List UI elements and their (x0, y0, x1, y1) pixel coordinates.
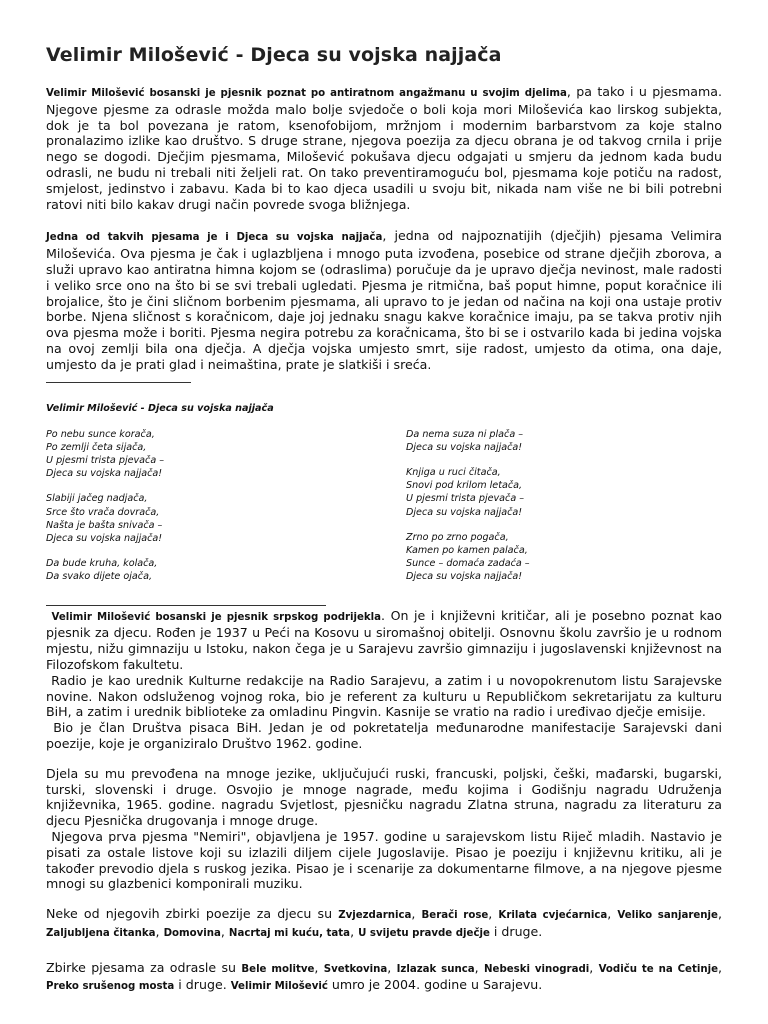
poem-line: Da bude kruha, kolača, (46, 558, 158, 570)
poem-line: Djeca su vojska najjača! (406, 441, 523, 453)
poem-description-text: , jedna od najpoznatijih (dječjih) pjesama Velimira Miloševića. Ova pjesma je čak i uglazbljena i mnogo puta izvođena, posebice od strane dječjih zborova, a služi upravo kao antiratna himna kojom se (odraslima) poručuje da je upravo dječja nevinost, male radosti i veliko srce ono na što bi se svi trebali ugledati. Pjesma je ritmična, baš poput himne, poput koračnice ili brojalice, što je čini sličnom borbenim pjesmama, ali upravo to je jedan od načina na koji ona ustaje protiv borbe. Njena sličnost s koračnicom, daje joj jednaku snagu kakve koračnice imaju, pa se takva protiv njih ova pjesma može i boriti. Pjesma negira potrebu za koračnicama, što bi se i ostvarilo kada bi jedina vojska na ovoj zemlji bila ona dječja. A dječja vojska umjesto smrt, sije radost, umjesto da otima, ona daje, umjesto da je prati glad i neimaština, prate je slatkiši i sreća. (46, 228, 722, 372)
poem-stanza (406, 466, 706, 519)
separator-line (46, 375, 191, 383)
poem-right-column (406, 428, 706, 596)
book-link[interactable]: Veliko sanjarenje (617, 910, 718, 922)
poem-line: Djeca su vojska najjača! (406, 571, 523, 583)
poem-stanza (46, 428, 346, 481)
children-books-paragraph: Neke od njegovih zbirki poezije za djecu su Zvjezdarnica, Berači rose, Krilata cvjećarnica, Veliko sanjarenje, Zaljubljena čitanka, Domovina, Nacrtaj mi kuću, tata, U svijetu pravde dječje i druge. (46, 906, 722, 939)
poem-line: Snovi pod krilom letača, (406, 480, 523, 492)
poem-left-column (46, 428, 346, 596)
bio-lead: Velimir Milošević bosanski je pjesnik srpskog podrijekla (51, 611, 382, 623)
first-poem-paragraph: Njegova prva pjesma "Nemiri", objavljena je 1957. godine u sarajevskom listu Riječ mladih. Nastavio je pisati za ostale listove koji su izlazili diljem cijele Jugoslavije. Pisao je poeziju i književnu kritiku, ali je također prevodio djela s ruskog jezika. Pisao je i scenarije za dokumentarne filmove, a na njegove pjesme mnogi su glazbenici komponirali muziku. (46, 828, 722, 892)
poem-description-lead: Jedna od takvih pjesama je i Djeca su vojska najjača (46, 232, 383, 244)
poem-line: Našta je bašta snivača – (46, 519, 163, 531)
book-link[interactable]: Nacrtaj mi kuću, tata (228, 927, 351, 939)
bio-paragraph (46, 608, 722, 673)
translations-paragraph: Djela su mu prevođena na mnoge jezike, uključujući ruski, francuski, poljski, češki, mađarski, bugarski, turski, slovenski i druge. Osvojio je mnoge nagrade, među kojima i Godišnju nagradu Udruženja književnika, 1965. godine. nagradu Svjetlost, pjesničku nagradu Zlatna struna, nagradu za literaturu za djecu Pjesnička drugovanja i mnoge druge. (46, 765, 722, 829)
book-link[interactable]: Nebeski vinogradi (484, 963, 590, 975)
poem-stanza (46, 557, 346, 583)
author-link[interactable]: Velimir Milošević (230, 981, 328, 993)
page-title: Velimir Milošević - Djeca su vojska najjača (46, 44, 502, 66)
poem-line: Djeca su vojska najjača! (406, 506, 523, 518)
book-link[interactable]: Bele molitve (241, 963, 315, 975)
book-link[interactable]: Domovina (163, 927, 221, 939)
poem-stanza (406, 428, 706, 454)
poem-line: U pjesmi trista pjevača – (406, 493, 525, 505)
poem-line: U pjesmi trista pjevača – (46, 454, 165, 466)
adult-books-paragraph: Zbirke pjesama za odrasle su Bele molitve, Svetkovina, Izlazak sunca, Nebeski vinogradi, Vodiču te na Cetinje, Preko srušenog mosta i druge. Velimir Milošević umro je 2004. godine u Sarajevu. (46, 959, 722, 993)
poem-line: Kamen po kamen palača, (406, 544, 528, 556)
poem-line: Knjiga u ruci čitača, (406, 466, 501, 478)
poem-line: Da svako dijete ojača, (46, 571, 152, 583)
book-link[interactable]: Svetkovina (323, 963, 388, 975)
poem-stanza (46, 492, 346, 545)
book-link[interactable]: Preko srušenog mosta (46, 981, 175, 993)
bio-text: . On je i književni kritičar, ali je posebno poznat kao pjesnik za djecu. Rođen je 1937 u Peći na Kosovu u siromašnoj obitelji. Osnovnu školu završio je u rodnom mjestu, nižu gimnaziju u Istoku, nakon čega je u Sarajevu završio gimnaziju i jugoslavenski književnost na Filozofskom fakultetu. (46, 607, 722, 672)
book-link[interactable]: U svijetu pravde dječje (358, 927, 490, 939)
intro-text: , pa tako i u pjesmama. Njegove pjesme za odrasle možda malo bolje svjedoče o boli koja mori Miloševića kao lirskog subjekta, dok je ta bol povezana je ratom, ksenofobijom, mržnjom i modernim barbarstvom za koje stalno pronalazimo izlike kao društvo. S druge strane, njegova poezija za djecu obrana je od takvog crnila i prije nego se dogodi. Dječjim pjesmama, Milošević pokušava djecu odgajati u smjeru da jednom kada budu odrasli, ne budu ni trebali niti željeli rat. On tako preventiramoguću bol, pjesmama koje potiču na radost, smjelost, jedinstvo i zabavu. Kada bi to kao djeca usadili u svoju bit, nikada nam više ne bi bili potrebni ratovi niti bilo kakav drugi način povrede svoga bližnjega. (46, 84, 722, 212)
book-link[interactable]: Zaljubljena čitanka (46, 927, 156, 939)
poem-line: Po zemlji četa sijača, (46, 441, 147, 453)
poem-divider (46, 604, 326, 606)
book-link[interactable]: Zvjezdarnica (338, 910, 412, 922)
poem-line: Djeca su vojska najjača! (46, 532, 163, 544)
book-link[interactable]: Izlazak sunca (396, 963, 475, 975)
society-paragraph: Bio je član Društva pisaca BiH. Jedan je od pokretatelja međunarodne manifestacije Sarajevski dani poezije, koje je organiziralo Društvo 1962. godine. (46, 720, 722, 751)
poem-line: Srce što vrača dovrača, (46, 506, 160, 518)
book-link[interactable]: Krilata cvjećarnica (498, 910, 608, 922)
poem-line: Djeca su vojska najjača! (46, 468, 163, 480)
poem-line: Slabiji jačeg nadjača, (46, 493, 148, 505)
poem-line: Sunce – domaća zadaća – (406, 558, 530, 570)
poem-title: Velimir Milošević - Djeca su vojska najjača (46, 402, 274, 414)
poem-description-paragraph (46, 228, 722, 372)
intro-paragraph (46, 84, 722, 212)
book-link[interactable]: Berači rose (421, 910, 489, 922)
poem-line: Po nebu sunce korača, (46, 428, 155, 440)
intro-lead: Velimir Milošević bosanski je pjesnik poznat po antiratnom angažmanu u svojim djelima (46, 88, 567, 99)
career-paragraph: Radio je kao urednik Kulturne redakcije na Radio Sarajevu, a zatim i u novopokrenutom listu Sarajevske novine. Nakon odsluženog vojnog roka, bio je referent za kulturu u Republičkom sekretarijatu za kulturu BiH, a zatim i urednik biblioteke za omladinu Pingvin. Kasnije se vratio na radio i uređivao dječje emisije. (46, 672, 722, 720)
poem-line: Da nema suza ni plača – (406, 428, 524, 440)
book-link[interactable]: Vodiču te na Cetinje (598, 963, 718, 975)
poem-line: Zrno po zrno pogača, (406, 531, 509, 543)
poem-stanza (406, 531, 706, 584)
poem-body (46, 428, 722, 604)
